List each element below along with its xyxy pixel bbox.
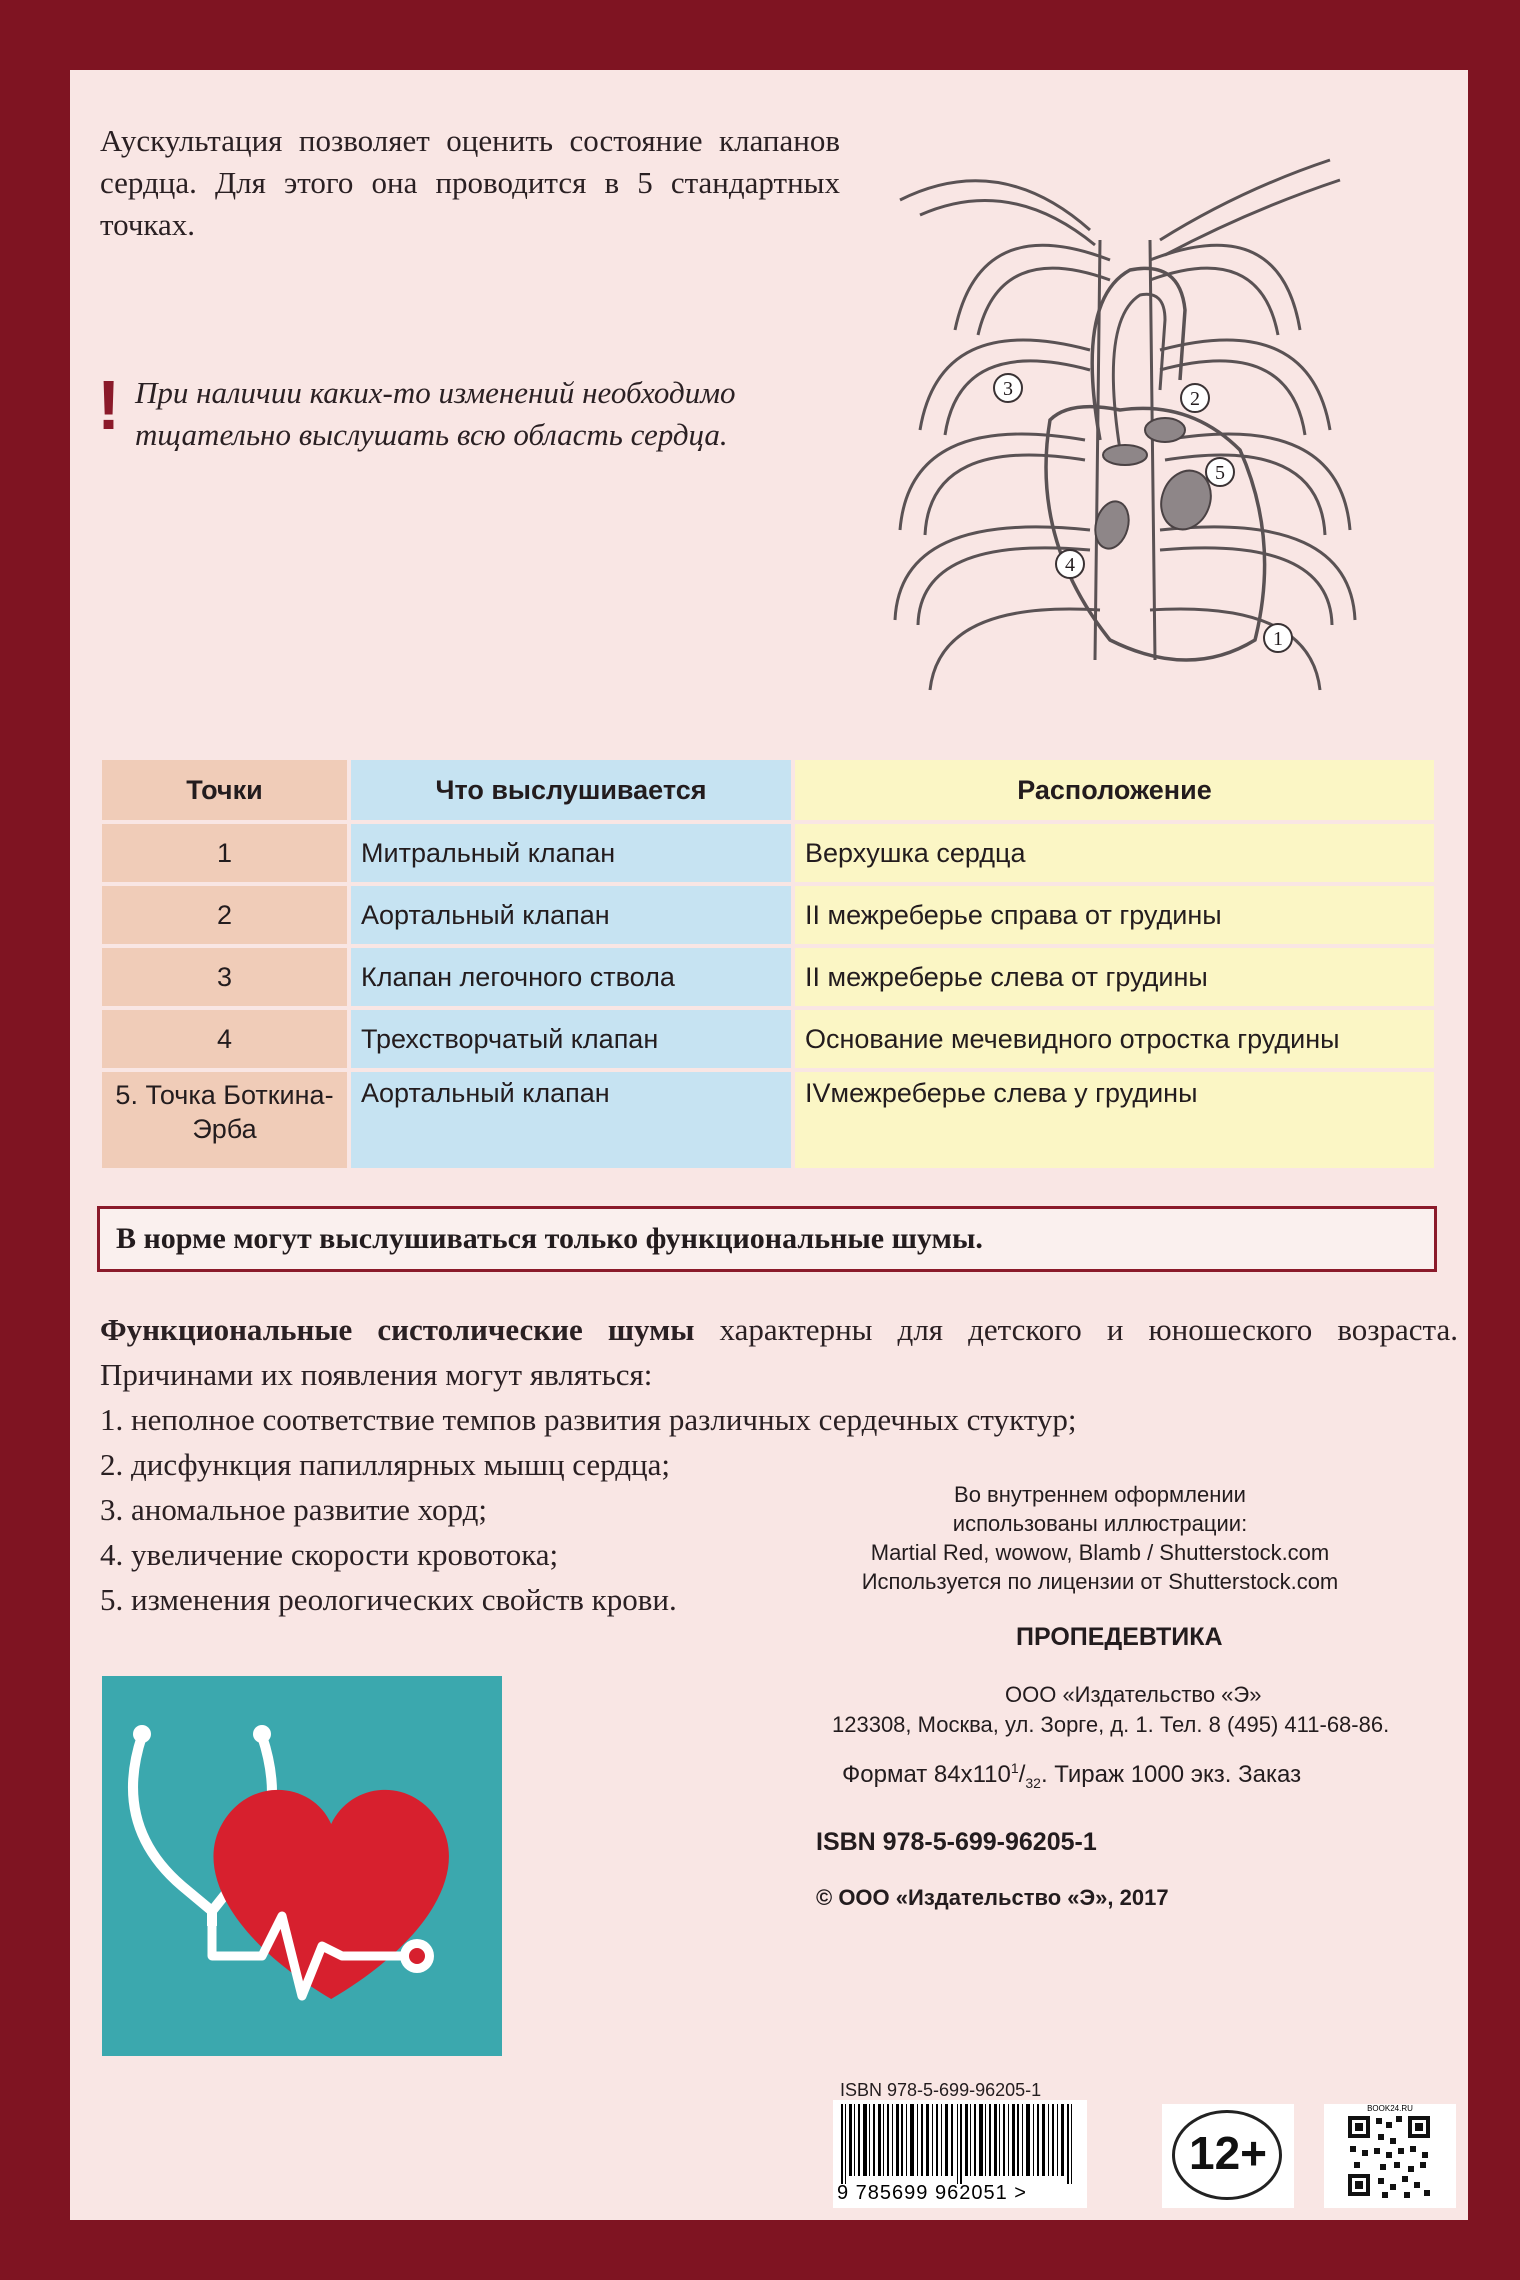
list-item: 4. увеличение скорости кровотока; [100, 1537, 559, 1572]
header-what: Что выслушивается [351, 760, 791, 820]
publisher-address: 123308, Москва, ул. Зорге, д. 1. Тел. 8 (495) 411-68-86. [832, 1712, 1390, 1737]
diagram-label-5: 5 [1215, 462, 1225, 484]
barcode-digits: 9 785699 962051 > [837, 2182, 1027, 2204]
barcode-bars [833, 2100, 1087, 2185]
table-row [102, 1010, 1434, 1068]
cell-what: Митральный клапан [351, 824, 791, 882]
print-format: Формат $84х110^1/_{32}$. Тираж 1000 экз. Заказ [842, 1760, 1302, 1791]
warning-text: При наличии каких-то изменений необходимо тщательно выслушать всю область сердца. [135, 375, 736, 452]
diagram-label-4: 4 [1065, 554, 1075, 576]
table-row [102, 886, 1434, 944]
functional-lead [100, 1307, 1458, 1397]
qr-code-icon [1324, 2104, 1456, 2208]
diagram-label-2: 2 [1190, 388, 1200, 410]
cell-where: II межреберье слева от грудины [795, 948, 1434, 1006]
exclamation-icon: ! [97, 366, 121, 444]
cell-where: IVмежреберье слева у грудины [795, 1072, 1434, 1168]
credits-line: Martial Red, wowow, Blamb / Shutterstock.com [870, 1540, 1330, 1565]
list-item: 3. аномальное развитие хорд; [100, 1492, 487, 1527]
norm-callout-text: В норме могут выслушиваться только функциональные шумы. [116, 1222, 983, 1255]
credits-line: Используется по лицензии от Shutterstock.com [861, 1569, 1339, 1594]
functional-lead-bold: Функциональные систолические шумы [100, 1312, 695, 1347]
credits-line: использованы иллюстрации: [952, 1511, 1248, 1536]
publisher-name: ООО «Издательство «Э» [1005, 1682, 1262, 1707]
cell-where: Верхушка сердца [795, 824, 1434, 882]
table-header-row [102, 760, 1434, 820]
cell-where: Основание мечевидного отростка грудины [795, 1010, 1434, 1068]
table-row [102, 948, 1434, 1006]
age-rating-badge [1162, 2104, 1294, 2208]
qr-label: BOOK24.RU [1367, 2104, 1413, 2113]
cell-point: 1 [102, 824, 347, 882]
cell-what: Клапан легочного ствола [351, 948, 791, 1006]
table-row [102, 1072, 1434, 1168]
cell-what: Трехстворчатый клапан [351, 1010, 791, 1068]
heart-auscultation-diagram [860, 120, 1380, 720]
list-item: 5. изменения реологических свойств крови. [100, 1582, 677, 1617]
copyright: © ООО «Издательство «Э», 2017 [816, 1885, 1169, 1910]
illustration-credits [850, 1480, 1350, 1596]
age-rating: 12+ [1188, 2127, 1268, 2179]
auscultation-points-table [98, 756, 1438, 1172]
page [70, 70, 1468, 2220]
intro-text: Аускультация позволяет оценить состояние клапанов сердца. Для этого она проводится в 5 стандартных точках. [100, 123, 840, 242]
barcode-isbn: ISBN 978-5-699-96205-1 [840, 2080, 1042, 2100]
cell-point: 5. Точка Боткина-Эрба [102, 1072, 347, 1168]
header-points: Точки [102, 760, 347, 820]
diagram-label-3: 3 [1003, 378, 1013, 400]
cell-point: 3 [102, 948, 347, 1006]
table-row [102, 824, 1434, 882]
header-where: Расположение [795, 760, 1434, 820]
isbn-label: ISBN 978-5-699-96205-1 [816, 1828, 1097, 1856]
cell-point: 2 [102, 886, 347, 944]
norm-callout [97, 1206, 1437, 1272]
qr-code [1324, 2104, 1456, 2208]
credits-line: Во внутреннем оформлении [954, 1482, 1246, 1507]
functional-lead-rest: характерны для детского и юношеского возраста. Причинами их появления могут являться: [100, 1312, 1458, 1392]
cell-where: II межреберье справа от грудины [795, 886, 1434, 944]
stethoscope-heart-icon [102, 1676, 502, 2056]
list-item: 2. дисфункция папиллярных мышц сердца; [100, 1447, 671, 1482]
barcode [833, 2100, 1087, 2208]
series-title: ПРОПЕДЕВТИКА [1016, 1623, 1223, 1651]
list-item: 1. неполное соответствие темпов развития различных сердечных стуктур; [100, 1402, 1077, 1437]
diagram-label-1: 1 [1273, 628, 1283, 650]
cell-point: 4 [102, 1010, 347, 1068]
cell-what: Аортальный клапан [351, 1072, 791, 1168]
cell-what: Аортальный клапан [351, 886, 791, 944]
